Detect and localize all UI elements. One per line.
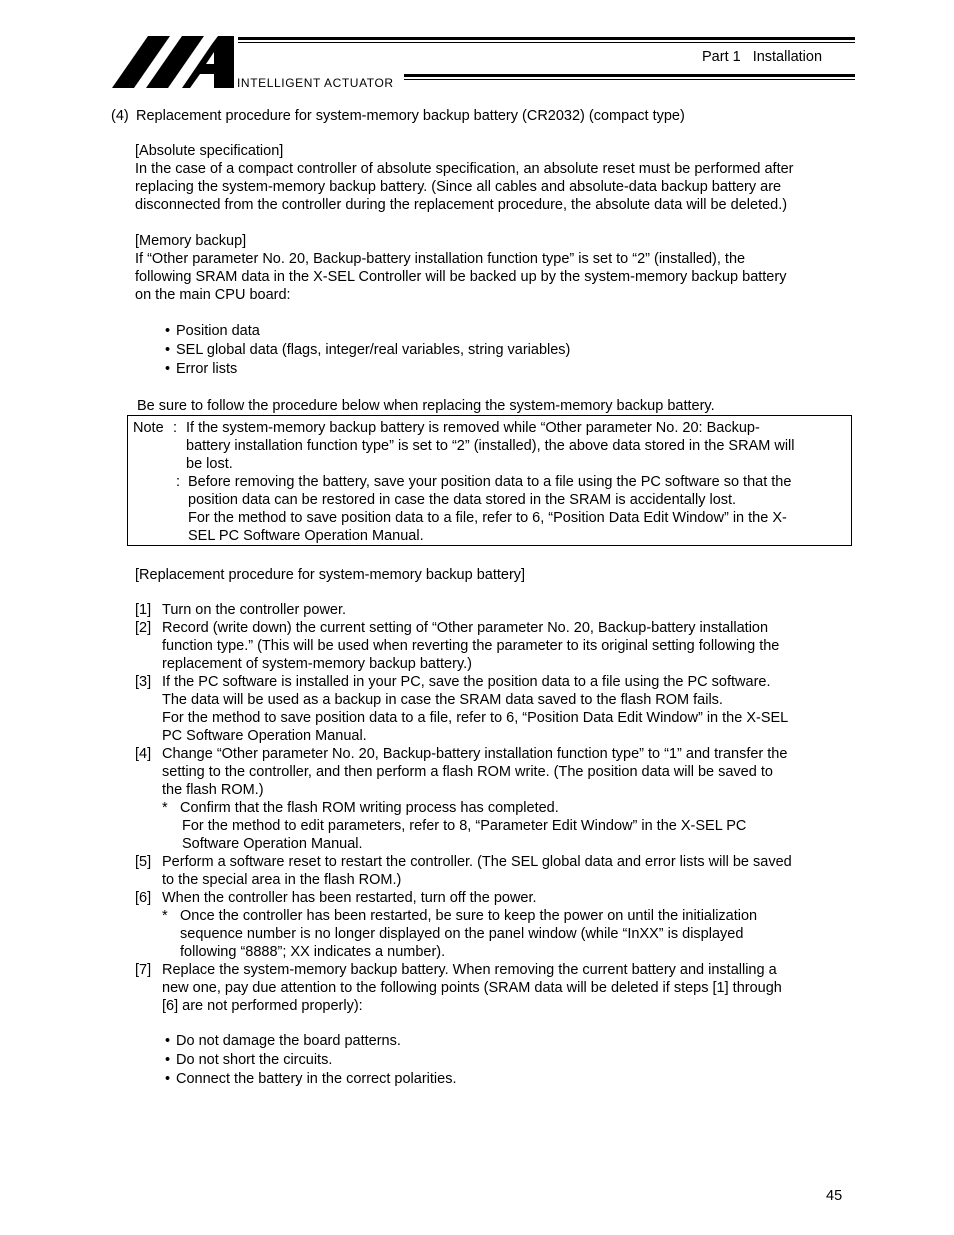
- bullet-icon: •: [165, 361, 171, 377]
- memory-backup-line: following SRAM data in the X-SEL Controller will be backed up by the system-memory backup battery: [135, 269, 787, 285]
- header-part: Part 1: [702, 49, 741, 65]
- section-number: (4): [111, 108, 129, 124]
- memory-backup-heading: [Memory backup]: [135, 233, 247, 249]
- note-item2-line: For the method to save position data to a file, refer to 6, “Position Data Edit Window” in the X-: [188, 510, 787, 526]
- bullet-icon: •: [165, 323, 171, 339]
- note-colon: :: [173, 420, 178, 436]
- bullet-icon: •: [165, 1033, 171, 1049]
- header-rule-bottom-thin: [404, 79, 855, 80]
- note-item1-line: battery installation function type” is set to “2” (installed), the above data stored in the SRAM will: [186, 438, 795, 454]
- asterisk-mark: *: [162, 908, 168, 924]
- absolute-spec-heading: [Absolute specification]: [135, 143, 284, 159]
- asterisk-mark: *: [162, 800, 168, 816]
- step-number: [3]: [135, 674, 152, 690]
- step-3: [3] If the PC software is installed in your PC, save the position data to a file using the PC software. The data will be used as a backup in case the SRAM data saved to the flash ROM fails. For the method to save position data to a file, refer to 6, “Position Data Edit Window” in the X-SEL PC Software Operation Manual.: [135, 674, 789, 744]
- step-number: [1]: [135, 602, 152, 618]
- note-box: [127, 415, 852, 546]
- list-item: • Do not damage the board patterns.: [165, 1033, 401, 1049]
- step-number: [4]: [135, 746, 152, 762]
- procedure-steps: [135, 601, 855, 1015]
- memory-backup-line: If “Other parameter No. 20, Backup-battery installation function type” is set to “2” (installed), the: [135, 251, 746, 267]
- header-rule-top: [238, 37, 855, 40]
- step-number: [2]: [135, 620, 152, 636]
- step-6: [6] When the controller has been restarted, turn off the power. * Once the controller has been restarted, be sure to keep the power on until the initialization sequence number is no longer displayed on the panel window (while “InXX” is displayed following “8888”; XX indicates a number).: [135, 889, 855, 961]
- page-number: 45: [826, 1188, 843, 1204]
- list-item: • Position data: [165, 323, 260, 339]
- step-2: [2] Record (write down) the current setting of “Other parameter No. 20, Backup-battery installation function type.” (This will be used when reverting the parameter to its original setting following the replacement of system-memory backup battery.): [135, 620, 780, 672]
- header-rule-top-thin: [238, 42, 855, 43]
- header-part-label: [702, 48, 822, 66]
- step-6-remark: * Once the controller has been restarted, be sure to keep the power on until the initialization sequence number is no longer displayed on the panel window (while “InXX” is displayed following “8888”; XX indicates a number).: [162, 908, 758, 960]
- step-number: [7]: [135, 962, 152, 978]
- note-item2-line: Before removing the battery, save your position data to a file using the PC software so that the: [188, 474, 792, 490]
- bullet-icon: •: [165, 342, 171, 358]
- memory-backup-line: on the main CPU board:: [135, 287, 291, 303]
- absolute-spec-line: replacing the system-memory backup battery. (Since all cables and absolute-data backup battery are: [135, 179, 782, 195]
- header-rule-bottom: [404, 74, 855, 77]
- step7-bullet-list: [165, 1032, 456, 1089]
- note-item1-line: If the system-memory backup battery is removed while “Other parameter No. 20: Backup-: [186, 420, 760, 436]
- note-item1-line: be lost.: [186, 456, 233, 472]
- procedure-heading: [Replacement procedure for system-memory backup battery]: [135, 567, 526, 583]
- absolute-spec-line: In the case of a compact controller of absolute specification, an absolute reset must be performed after: [135, 161, 794, 177]
- step-5: [5] Perform a software reset to restart the controller. (The SEL global data and error lists will be saved to the special area in the flash ROM.): [135, 854, 792, 888]
- memory-bullet-list: [165, 322, 570, 379]
- step-7: [7] Replace the system-memory backup battery. When removing the current battery and installing a new one, pay due attention to the following points (SRAM data will be deleted if steps [1] through [6] are not performed properly):: [135, 962, 782, 1014]
- note-item2-line: SEL PC Software Operation Manual.: [188, 528, 424, 544]
- step-number: [5]: [135, 854, 152, 870]
- note-label: Note: [133, 420, 164, 436]
- section-title: [111, 107, 685, 125]
- step-1: [1] Turn on the controller power.: [135, 602, 347, 618]
- logo-tagline: INTELLIGENT ACTUATOR: [237, 76, 394, 90]
- absolute-spec-line: disconnected from the controller during the replacement procedure, the absolute data will be deleted.): [135, 197, 788, 213]
- step-4: [4] Change “Other parameter No. 20, Backup-battery installation function type” to “1” and transfer the setting to the controller, and then perform a flash ROM write. (The position data will be saved to the flash ROM.) * Confirm that the flash ROM writing process has completed. For the method to edit parameters, refer to 8, “Parameter Edit Window” in the X-SEL PC Software Operation Manual.: [135, 745, 855, 853]
- section-title-text: Replacement procedure for system-memory backup battery (CR2032) (compact type): [136, 108, 685, 124]
- list-item: • Connect the battery in the correct polarities.: [165, 1071, 457, 1087]
- absolute-spec-block: [135, 142, 855, 214]
- note-item2-line: position data can be restored in case the data stored in the SRAM is accidentally lost.: [188, 492, 737, 508]
- follow-procedure-text: Be sure to follow the procedure below when replacing the system-memory backup battery.: [137, 398, 715, 414]
- bullet-icon: •: [165, 1071, 171, 1087]
- list-item: • Error lists: [165, 361, 238, 377]
- memory-backup-block: [135, 232, 855, 304]
- step-4-remark: * Confirm that the flash ROM writing process has completed. For the method to edit parameters, refer to 8, “Parameter Edit Window” in the X-SEL PC Software Operation Manual.: [162, 800, 747, 852]
- step-number: [6]: [135, 890, 152, 906]
- list-item: • SEL global data (flags, integer/real variables, string variables): [165, 342, 571, 358]
- note-colon: :: [176, 474, 181, 490]
- company-logo: [110, 34, 240, 90]
- header-section: Installation: [752, 49, 823, 65]
- bullet-icon: •: [165, 1052, 171, 1068]
- list-item: • Do not short the circuits.: [165, 1052, 333, 1068]
